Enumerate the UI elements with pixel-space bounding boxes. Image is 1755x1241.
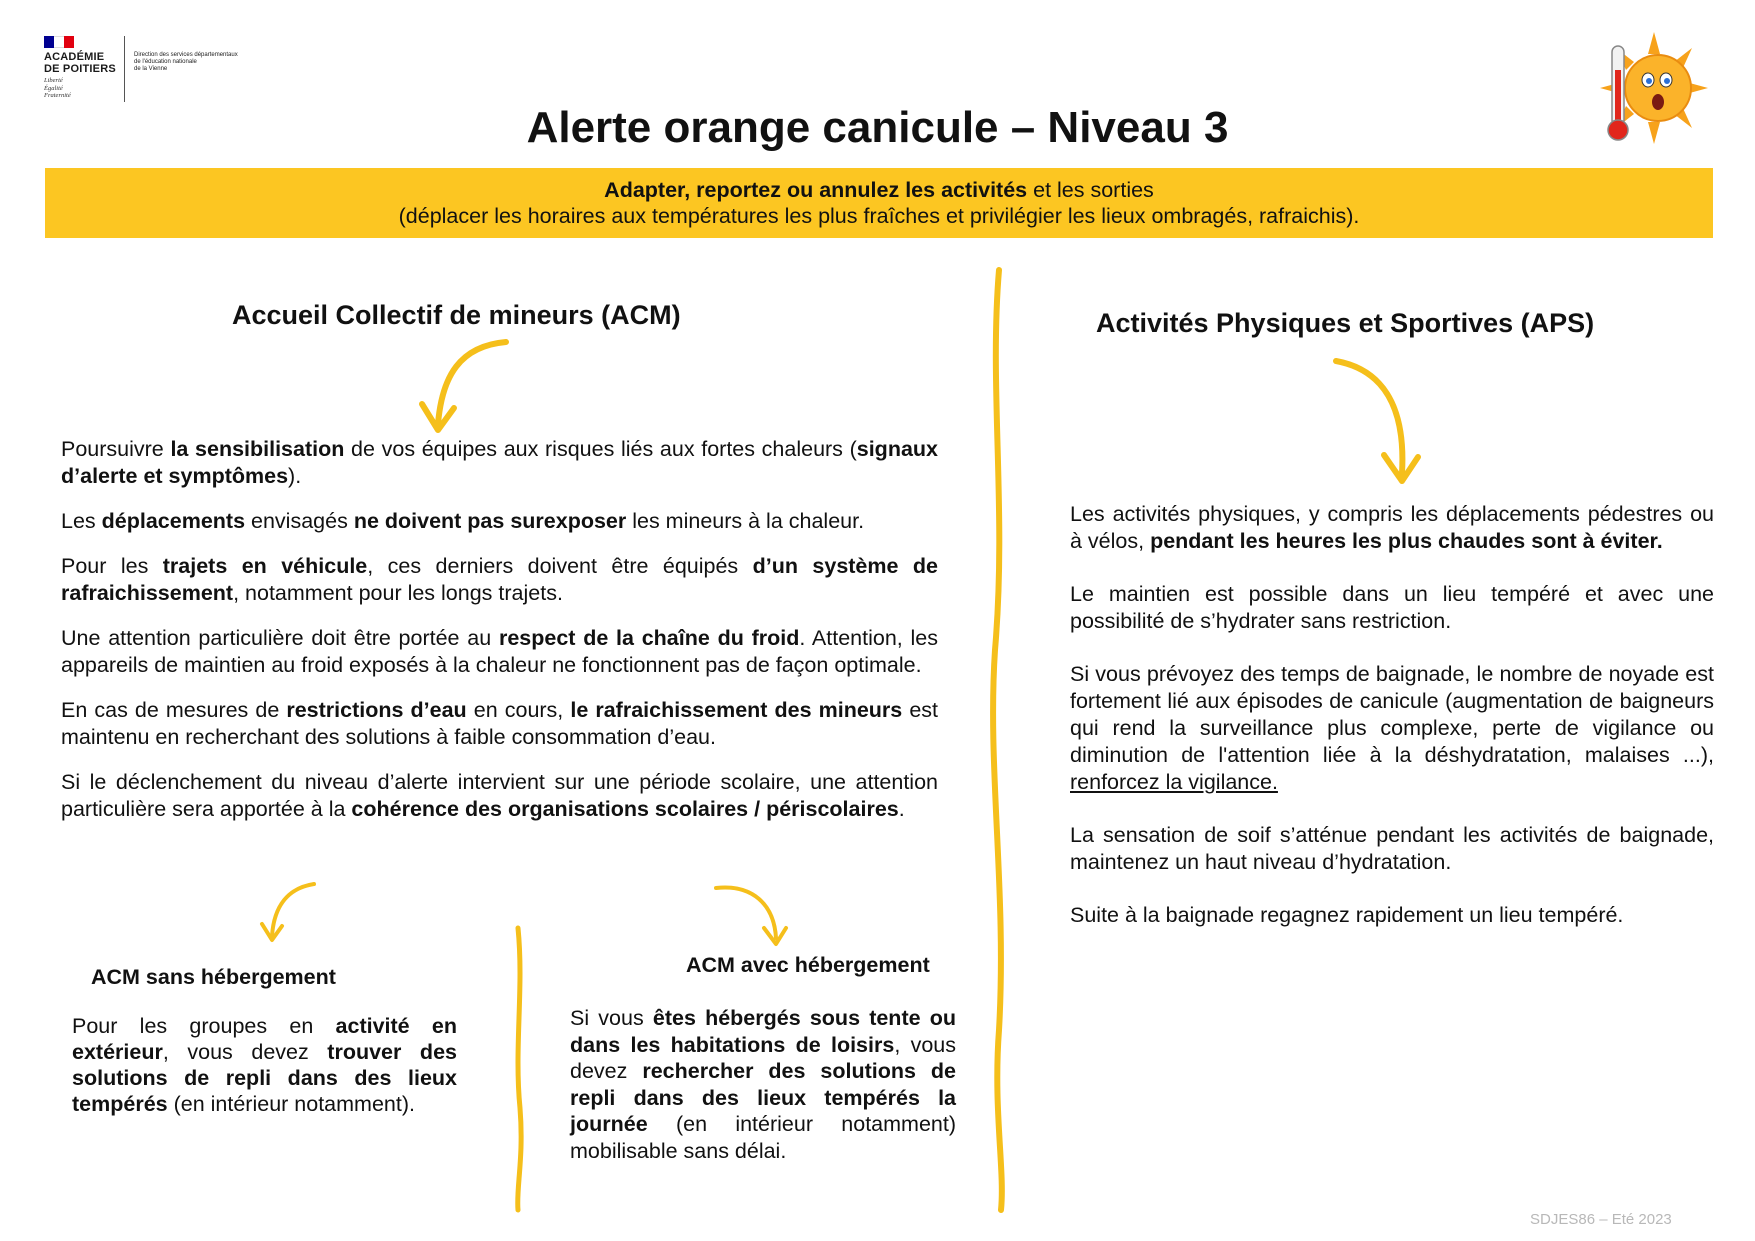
text: (en intérieur notamment).	[167, 1092, 415, 1116]
text: .	[898, 797, 905, 821]
text: est maintenu en recherchant des solutions à faible consommation d’eau.	[61, 698, 939, 749]
text: de vos équipes aux risques liés aux fortes chaleurs (	[344, 437, 857, 461]
aps-paragraph-2: Le maintien est possible dans un lieu tempéré et avec une possibilité de s’hydrater sans restriction.	[1070, 582, 1714, 633]
acm-content	[61, 436, 938, 841]
curved-arrow-icon	[1330, 355, 1420, 495]
text: en cours,	[466, 698, 571, 722]
logo-motto	[44, 77, 71, 100]
banner-line2: (déplacer les horaires aux températures les plus fraîches et privilégier les lieux ombragés, rafraichis).	[398, 204, 1360, 228]
bold-text: rechercher des solutions de repli dans des lieux tempérés la journée	[570, 1059, 956, 1136]
text: , ces derniers doivent être équipés	[367, 554, 753, 578]
page-title: Alerte orange canicule – Niveau 3	[526, 103, 1229, 152]
acm-heading: Accueil Collectif de mineurs (ACM)	[232, 300, 681, 330]
bold-text: respect de la chaîne du froid	[498, 626, 800, 650]
text: , vous devez	[162, 1040, 328, 1064]
text: . Attention, les appareils de maintien au froid exposés à la chaleur ne fonctionnent pas de façon optimale.	[61, 626, 938, 677]
bold-text: d’un système de rafraichissement	[61, 554, 938, 605]
academie-logo	[44, 36, 284, 106]
bold-text: trajets en véhicule	[162, 554, 368, 578]
acm-paragraph-6	[61, 769, 938, 823]
text: Si vous prévoyez des temps de baignade, le nombre de noyade est fortement lié aux épisodes de canicule (augmentation de baigneurs qui rend la surveillance plus complexe, perte de vigilance ou diminution de l'attention liée à la déshydratation, malaises ...),	[1070, 662, 1714, 767]
bold-text: activité en extérieur	[72, 1014, 457, 1064]
acm-sans-content	[72, 1013, 457, 1117]
motto-fraternite: Fraternité	[44, 92, 71, 99]
french-flag-icon	[44, 36, 74, 48]
acm-avec-paragraph	[570, 1005, 956, 1164]
banner-bold-text: Adapter, reportez ou annulez les activités	[604, 178, 1028, 202]
bold-text: déplacements	[101, 509, 246, 533]
text: , vous devez	[570, 1032, 956, 1083]
aps-content	[1070, 501, 1714, 955]
text: Poursuivre	[61, 437, 171, 461]
text: Pour les	[61, 554, 163, 578]
acm-sans-paragraph	[72, 1013, 457, 1117]
acm-paragraph-1	[61, 436, 938, 490]
bold-text: restrictions d’eau	[286, 698, 467, 722]
aps-paragraph-4: La sensation de soif s’atténue pendant les activités de baignade, maintenez un haut niveau d’hydratation.	[1070, 823, 1714, 874]
text: Si vous	[570, 1006, 653, 1030]
text: Si le déclenchement du niveau d’alerte intervient sur une période scolaire, une attention particulière sera apportée à la	[61, 770, 938, 821]
logo-direction	[134, 52, 274, 73]
acm-paragraph-2	[61, 508, 938, 535]
bold-text: la sensibilisation	[170, 437, 345, 461]
text: , notamment pour les longs trajets.	[233, 581, 563, 605]
aps-paragraph-5: Suite à la baignade regagnez rapidement un lieu tempéré.	[1070, 903, 1624, 927]
direction-line1: Direction des services départementaux	[134, 52, 238, 58]
footer-credit: SDJES86 – Eté 2023	[1530, 1211, 1672, 1228]
logo-name	[44, 51, 116, 75]
bold-text: pendant les heures les plus chaudes sont à éviter.	[1150, 529, 1663, 553]
acm-paragraph-3	[61, 553, 938, 607]
acm-paragraph-5	[61, 697, 938, 751]
bold-text: êtes hébergés sous tente ou dans les habitations de loisirs	[570, 1006, 956, 1057]
bold-text: le rafraichissement des mineurs	[570, 698, 903, 722]
acm-avec-heading: ACM avec hébergement	[686, 953, 930, 977]
bold-text: cohérence des organisations scolaires / périscolaires	[351, 797, 899, 821]
motto-liberte: Liberté	[44, 77, 63, 84]
acm-paragraph-4	[61, 625, 938, 679]
aps-heading: Activités Physiques et Sportives (APS)	[1096, 308, 1595, 338]
text: envisagés	[245, 509, 354, 533]
text: les mineurs à la chaleur.	[626, 509, 865, 533]
text: Une attention particulière doit être portée au	[61, 626, 499, 650]
direction-line3: de la Vienne	[134, 66, 168, 72]
text: En cas de mesures de	[61, 698, 287, 722]
banner-line1	[45, 177, 1713, 203]
bold-text: trouver des solutions de repli dans des lieux tempérés	[72, 1040, 457, 1116]
logo-separator	[124, 36, 125, 102]
direction-line2: de l'éducation nationale	[134, 59, 197, 65]
motto-egalite: Égalité	[44, 84, 63, 92]
banner-rest-text: et les sorties	[1027, 178, 1154, 202]
logo-name-line1: ACADÉMIE	[44, 51, 105, 63]
curved-arrow-icon	[252, 880, 322, 950]
vertical-divider-main	[985, 270, 1015, 1210]
text: Les activités physiques, y compris les déplacements pédestres ou à vélos,	[1070, 502, 1714, 553]
text: (en intérieur notamment) mobilisable sans délai.	[570, 1112, 956, 1163]
bold-text: signaux d’alerte et symptômes	[61, 437, 938, 488]
logo-name-line2: DE POITIERS	[44, 63, 116, 75]
bold-text: ne doivent pas surexposer	[353, 509, 627, 533]
vertical-divider-small	[510, 928, 530, 1210]
aps-paragraph-1	[1070, 501, 1714, 555]
aps-paragraph-3	[1070, 661, 1714, 796]
curved-arrow-icon	[410, 338, 520, 438]
acm-sans-heading: ACM sans hébergement	[91, 965, 336, 989]
text: Les	[61, 509, 102, 533]
acm-avec-content	[570, 1005, 956, 1164]
text: Pour les groupes en	[72, 1014, 336, 1038]
activities-banner	[45, 168, 1713, 238]
text: ).	[288, 464, 302, 488]
underlined-text: renforcez la vigilance.	[1070, 770, 1278, 794]
curved-arrow-icon	[712, 880, 792, 955]
